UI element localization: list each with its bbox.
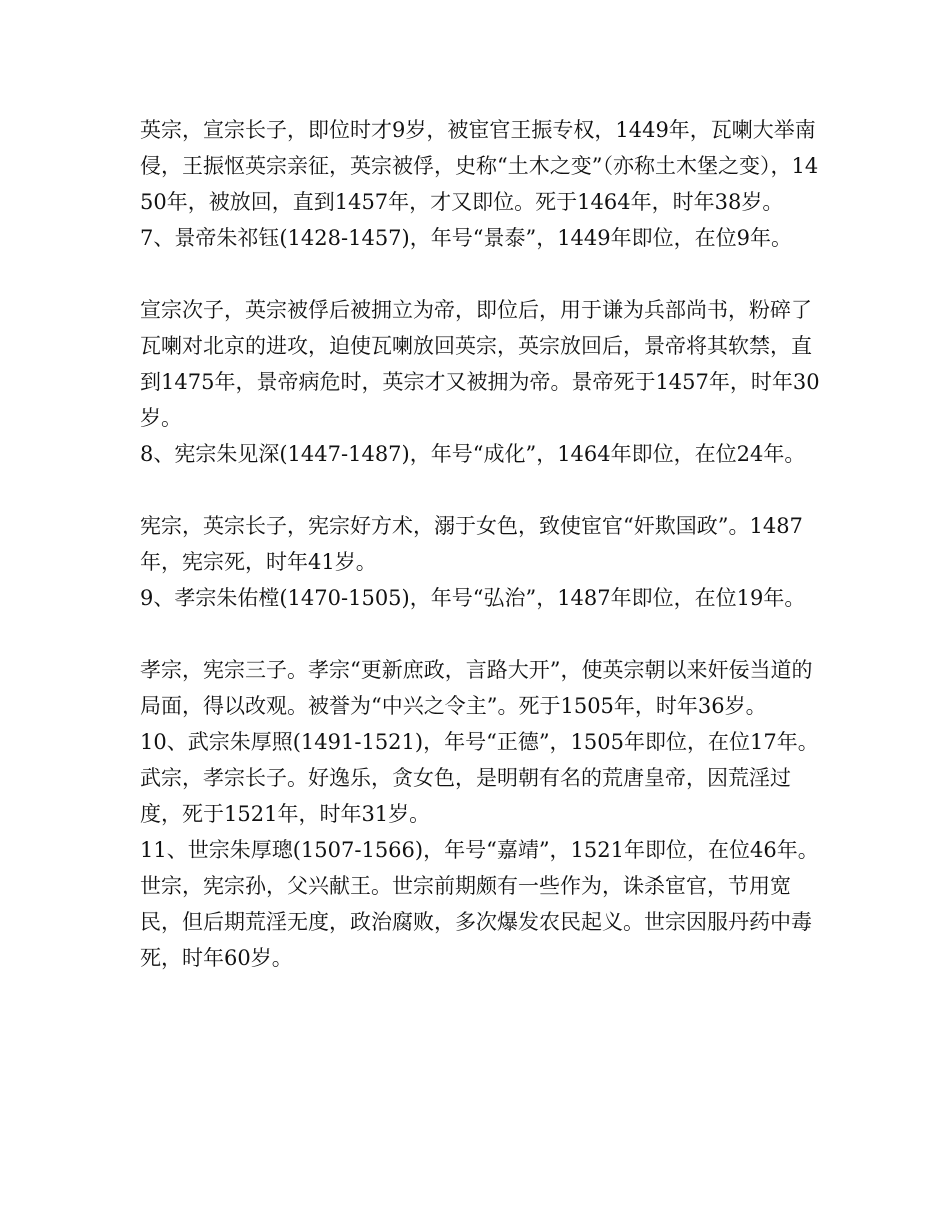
- document-body: [140, 112, 820, 976]
- paragraph-yingzong-bio: 英宗，宣宗长子，即位时才9岁，被宦官王振专权，1449年，瓦喇大举南侵，王振怄英宗亲征，英宗被俘，史称“土木之变”（亦称土木堡之变），1450年，被放回，直到1457年，才又即位。死于1464年，时年38岁。: [140, 118, 819, 214]
- paragraph-wuzong-bio: 武宗，孝宗长子。好逸乐，贪女色，是明朝有名的荒唐皇帝，因荒淫过度，死于1521年，时年31岁。: [140, 766, 791, 826]
- heading-10-wuzong: 10、武宗朱厚照(1491-1521)，年号“正德”，1505年即位，在位17年。: [140, 730, 819, 754]
- paragraph-jingdi-bio: 宣宗次子，英宗被俘后被拥立为帝，即位后，用于谦为兵部尚书，粉碎了瓦喇对北京的进攻，迫使瓦喇放回英宗，英宗放回后，景帝将其软禁，直到1475年，景帝病危时，英宗才又被拥为帝。景帝死于1457年，时年30岁。: [140, 298, 820, 430]
- paragraph-gap: [140, 472, 820, 508]
- paragraph-gap: [140, 256, 820, 292]
- heading-7-jingdi: 7、景帝朱祁钰(1428-1457)，年号“景泰”，1449年即位，在位9年。: [140, 226, 793, 250]
- paragraph-shizong-bio: 世宗，宪宗孙，父兴献王。世宗前期颇有一些作为，诛杀宦官，节用宽民，但后期荒淫无度，政治腐败，多次爆发农民起义。世宗因服丹药中毒死，时年60岁。: [140, 874, 812, 970]
- heading-8-xianzong: 8、宪宗朱见深(1447-1487)，年号“成化”，1464年即位，在位24年。: [140, 442, 806, 466]
- paragraph-xiaozong-bio: 孝宗，宪宗三子。孝宗“更新庶政，言路大开”，使英宗朝以来奸佞当道的局面，得以改观。被誉为“中兴之令主”。死于1505年，时年36岁。: [140, 658, 813, 718]
- heading-11-shizong: 11、世宗朱厚璁(1507-1566)，年号“嘉靖”，1521年即位，在位46年。: [140, 838, 819, 862]
- heading-9-xiaozong: 9、孝宗朱佑樘(1470-1505)，年号“弘治”，1487年即位，在位19年。: [140, 586, 806, 610]
- paragraph-gap: [140, 616, 820, 652]
- paragraph-xianzong-bio: 宪宗，英宗长子，宪宗好方术，溺于女色，致使宦官“奸欺国政”。1487年，宪宗死，时年41岁。: [140, 514, 803, 574]
